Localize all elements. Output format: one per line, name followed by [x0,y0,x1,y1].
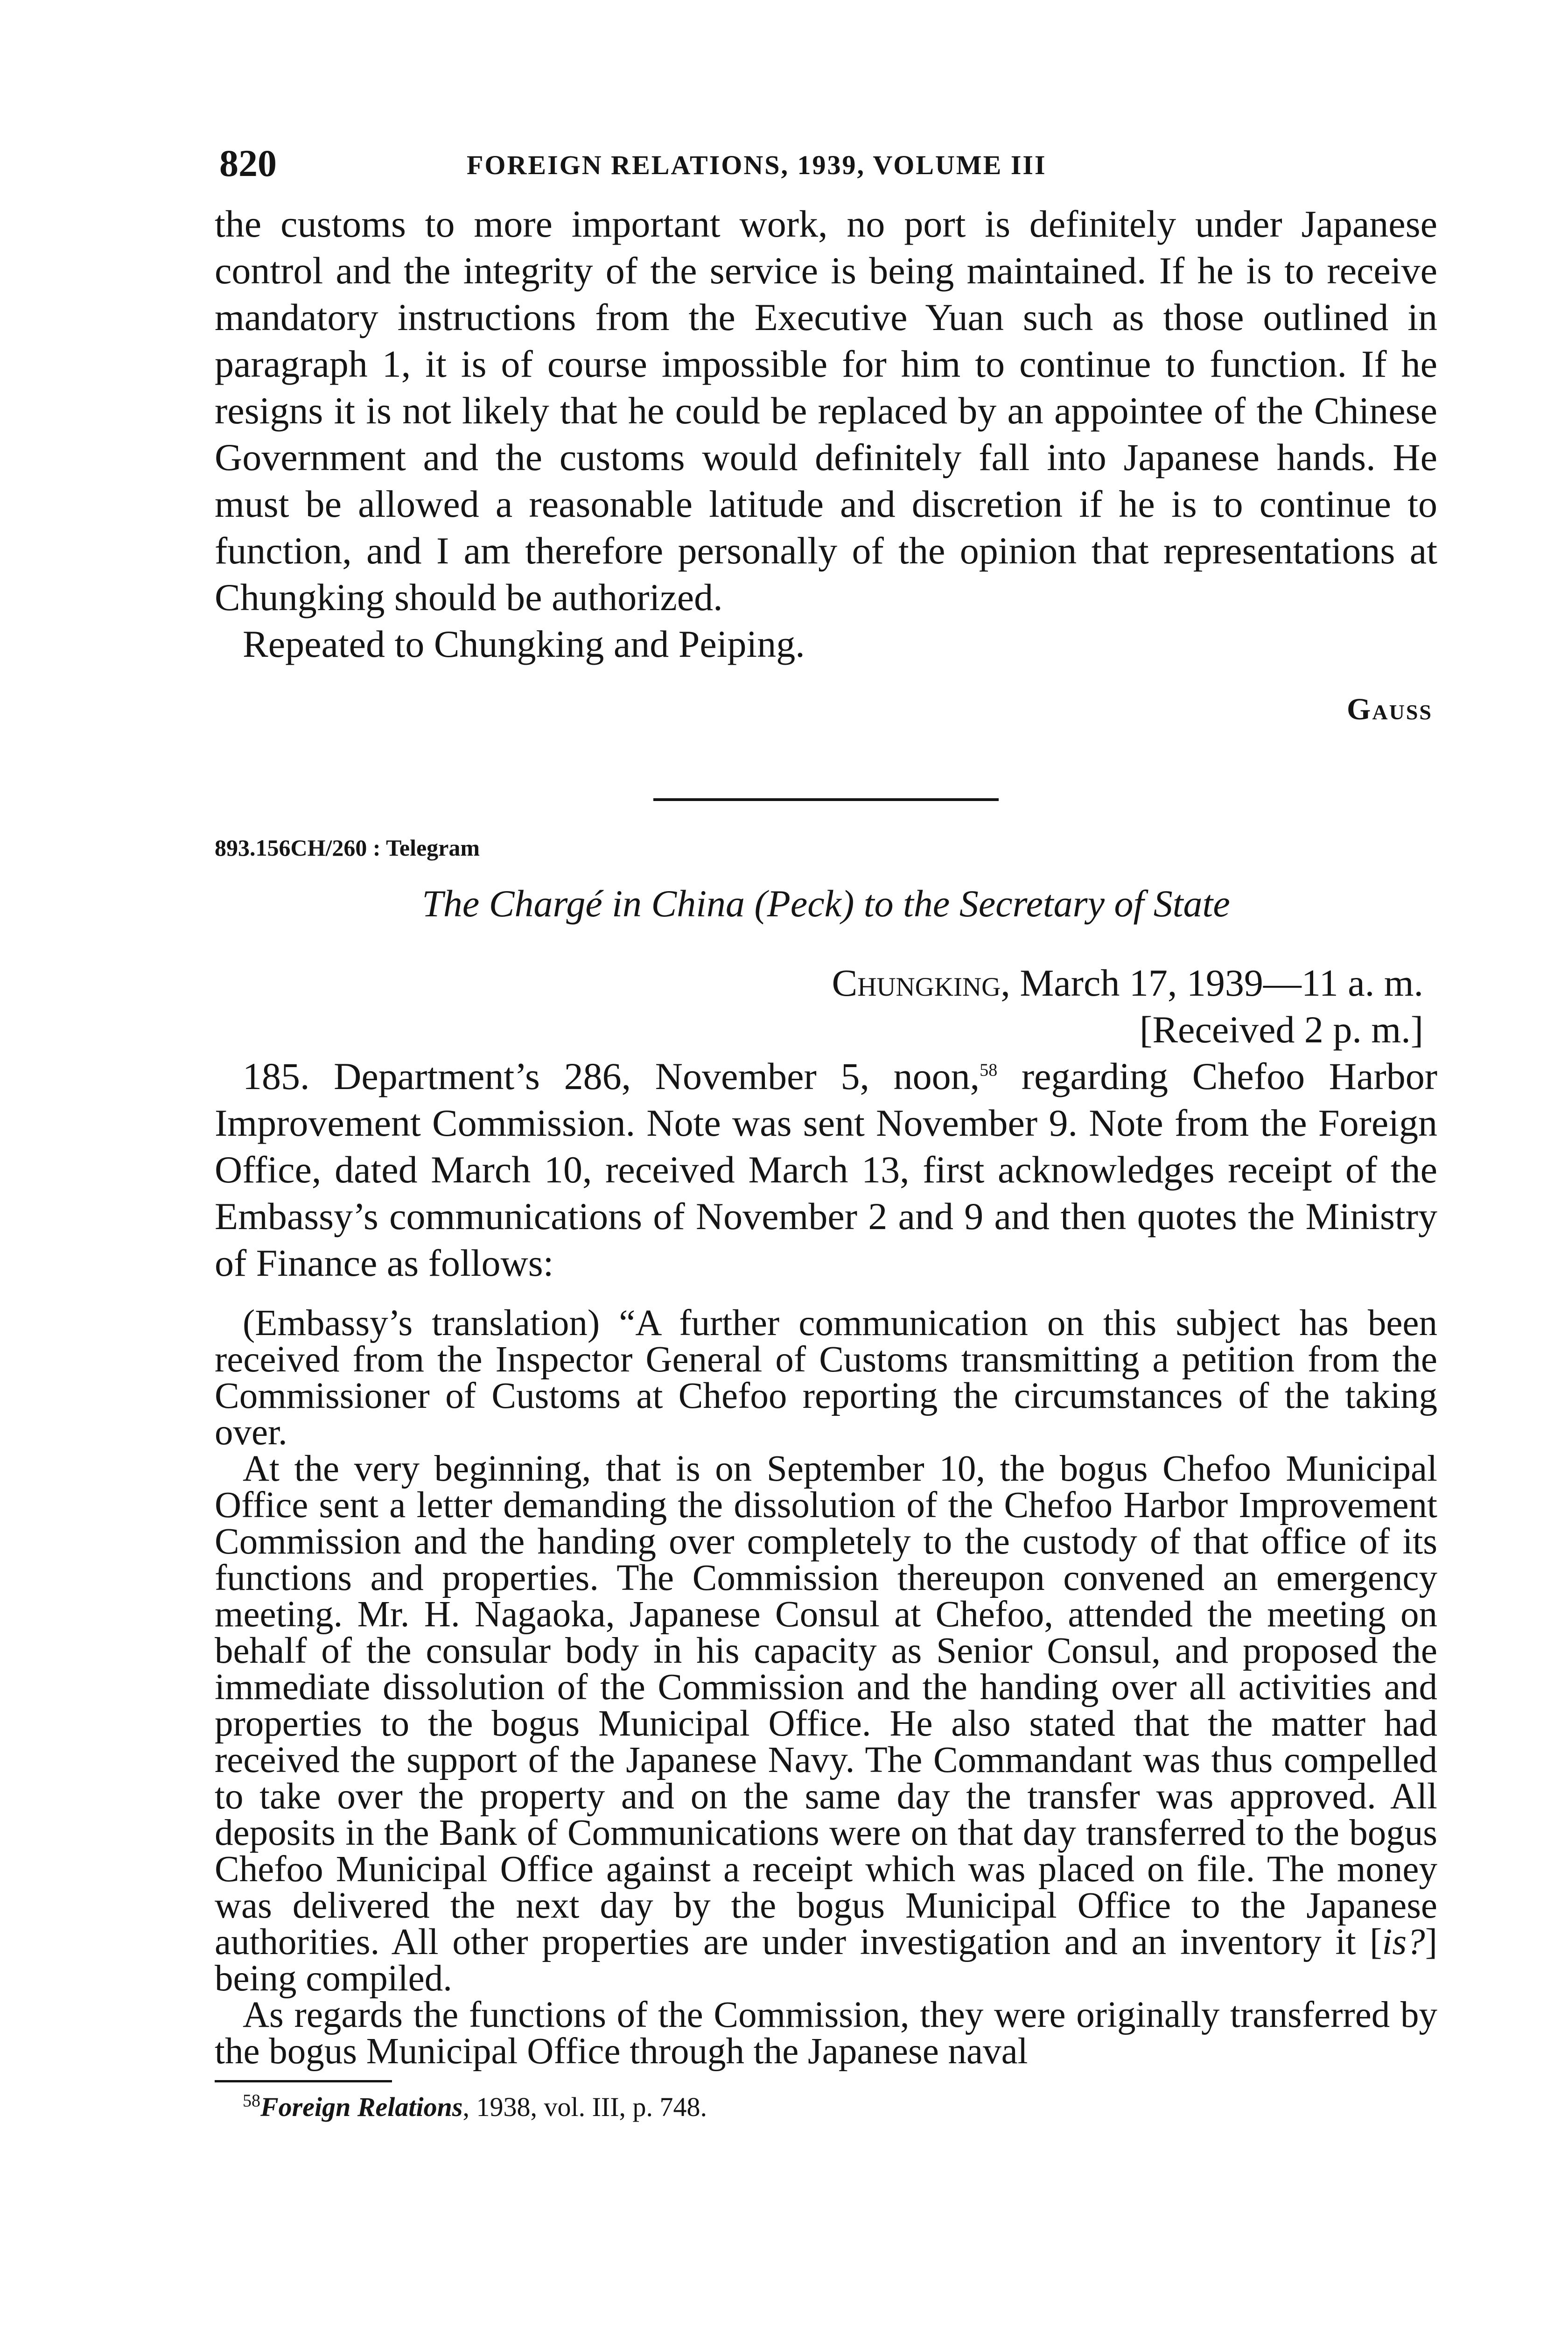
continued-paragraph: the customs to more important work, no port is definitely under Japanese control and the integrity of the service is being maintained. If he is to receive mandatory instructions from the Executive Yuan such as those outlined in paragraph 1, it is of course impossible for him to continue to function. If he resigns it is not likely that he could be replaced by an appointee of the Chinese Government and the customs would definitely fall into Japanese hands. He must be allowed a reasonable latitude and discretion if he is to continue to function, and I am therefore personally of the opinion that representations at Chungking should be authorized. [215,203,1437,619]
quote-2-text-end: ] being compiled. [215,1922,1437,1999]
footnote-mark: 58 [243,2091,260,2111]
quote-paragraph-2 [215,1448,1437,1999]
para-185-text-end: regarding Chefoo Harbor Improvement Commission. Note was sent November 9. Note from the Foreign Office, dated March 10, received March 13, first acknowledges receipt of the Embassy’s communications of November 2 and 9 and then quotes the Ministry of Finance as follows: [215,1055,1437,1284]
file-number: 893.156CH/260 : Telegram [215,835,480,861]
footnote-reference: 58 [980,1060,998,1080]
quoted-translation [215,1305,1437,2070]
paragraph-185 [215,1053,1437,1287]
dateline-date: March 17, 1939—11 a. m. [1020,962,1423,1004]
document-title: The Chargé in China (Peck) to the Secretary of State [422,882,1230,925]
repeated-line: Repeated to Chungking and Peiping. [243,623,805,665]
para-185-text-start: 185. Department’s 286, November 5, noon, [243,1055,980,1097]
document-page [215,140,1437,2128]
page-header [215,140,1437,201]
quote-paragraph-3: As regards the functions of the Commission, they were originally transferred by the bogus Municipal Office through the Japanese naval [215,1995,1437,2072]
page-number: 820 [219,142,277,184]
section-divider [653,798,999,801]
footnote-divider [215,2080,392,2082]
signature-gauss: Gauss [1347,692,1433,726]
dateline-place: Chungking, [832,962,1010,1004]
dateline [215,960,1437,1006]
footnote-citation: , 1938, vol. III, p. 748. [462,2092,707,2122]
quote-paragraph-1: (Embassy’s translation) “A further communication on this subject has been received from the Inspector General of Customs transmitting a petition from the Commissioner of Customs at Chefoo reporting the circumstances of the taking over. [215,1303,1437,1453]
footnote-58 [215,2086,1437,2128]
running-head: FOREIGN RELATIONS, 1939, VOLUME III [467,150,1047,180]
quote-2-text-start: At the very beginning, that is on September 10, the bogus Chefoo Municipal Office sent a letter demanding the dissolution of the Chefoo Harbor Improvement Commission and the handing over completely to the custody of that office of its functions and properties. The Commission thereupon convened an emergency meeting. Mr. H. Nagaoka, Japanese Consul at Chefoo, attended the meeting on behalf of the consular body in his capacity as Senior Consul, and proposed the immediate dissolution of the Commission and the handing over all activities and properties to the bogus Municipal Office. He also stated that the matter had received the support of the Japanese Navy. The Commandant was thus compelled to take over the property and on the same day the transfer was approved. All deposits in the Bank of Communications were on that day transferred to the bogus Chefoo Municipal Office against a receipt which was placed on file. The money was delivered the next day by the bogus Municipal Office to the Japanese authorities. All other properties are under investigation and an inventory it [ [215,1448,1437,1962]
sic-note: is? [1382,1922,1425,1962]
received-line: [Received 2 p. m.] [1140,1008,1423,1051]
footnote-title: Foreign Relations [260,2092,463,2122]
